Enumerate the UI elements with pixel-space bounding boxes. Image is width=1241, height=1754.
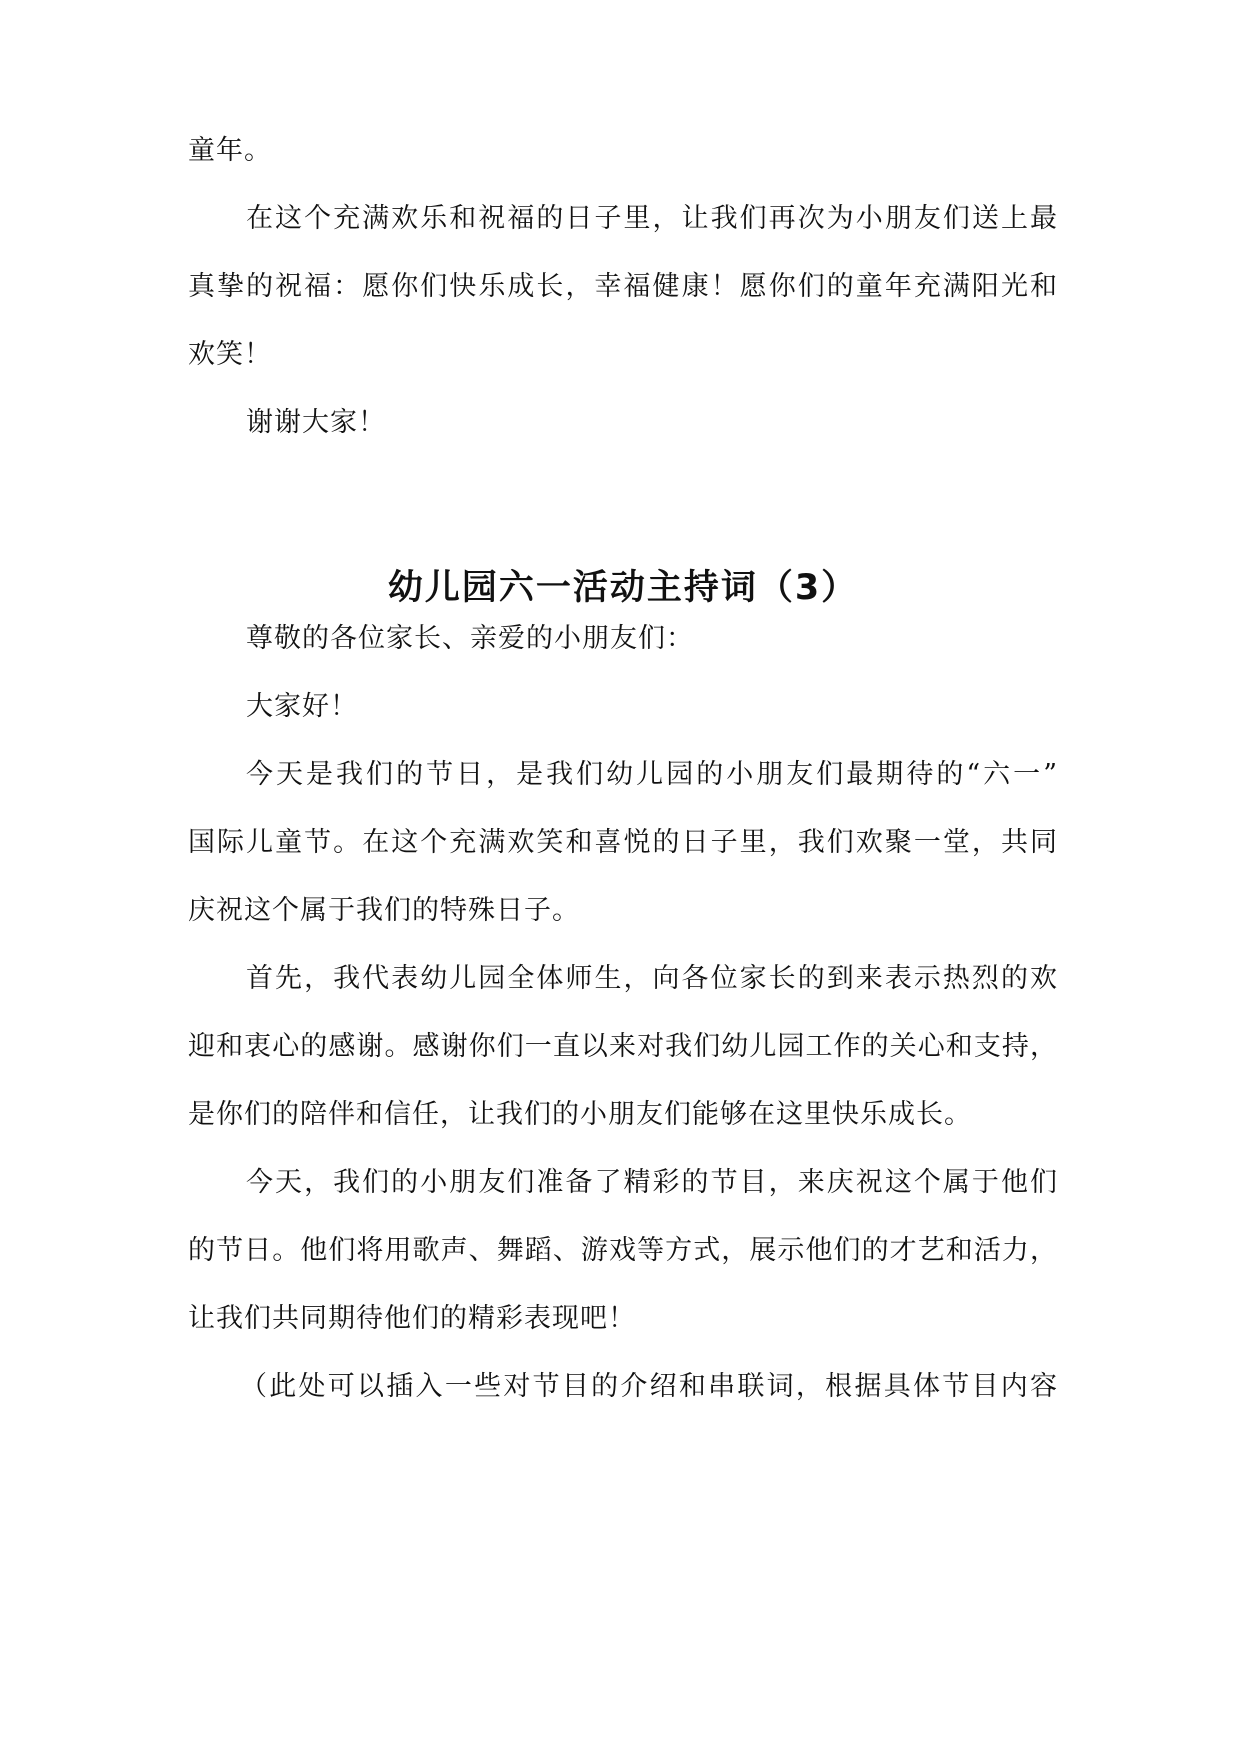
body-para3-line-2: 的节日。他们将用歌声、舞蹈、游戏等方式，展示他们的才艺和活力， [188,1235,1058,1266]
greeting: 大家好！ [246,691,358,722]
body-para4-line-1: （此处可以插入一些对节目的介绍和串联词，根据具体节目内容 [240,1371,1058,1402]
body-para3-line-3: 让我们共同期待他们的精彩表现吧！ [188,1303,636,1334]
body-para1-line-3: 庆祝这个属于我们的特殊日子。 [188,895,580,926]
body-para1-line-1: 今天是我们的节日，是我们幼儿园的小朋友们最期待的“六一” [246,759,1058,790]
body-para3-line-1: 今天，我们的小朋友们准备了精彩的节目，来庆祝这个属于他们 [246,1167,1058,1198]
salutation: 尊敬的各位家长、亲爱的小朋友们： [246,623,694,654]
continuation-line: 童年。 [188,135,272,166]
body-para2-line-1: 首先，我代表幼儿园全体师生，向各位家长的到来表示热烈的欢 [246,963,1058,994]
section-title: 幼儿园六一活动主持词（3） [387,568,859,608]
closing-para-line-1: 在这个充满欢乐和祝福的日子里，让我们再次为小朋友们送上最 [246,203,1058,234]
thanks-line: 谢谢大家！ [246,407,386,438]
body-para2-line-2: 迎和衷心的感谢。感谢你们一直以来对我们幼儿园工作的关心和支持， [188,1031,1058,1062]
body-para1-line-2: 国际儿童节。在这个充满欢笑和喜悦的日子里，我们欢聚一堂，共同 [188,827,1058,858]
closing-para-line-3: 欢笑！ [188,339,272,370]
body-para2-line-3: 是你们的陪伴和信任，让我们的小朋友们能够在这里快乐成长。 [188,1099,972,1130]
closing-para-line-2: 真挚的祝福：愿你们快乐成长，幸福健康！愿你们的童年充满阳光和 [188,271,1058,302]
